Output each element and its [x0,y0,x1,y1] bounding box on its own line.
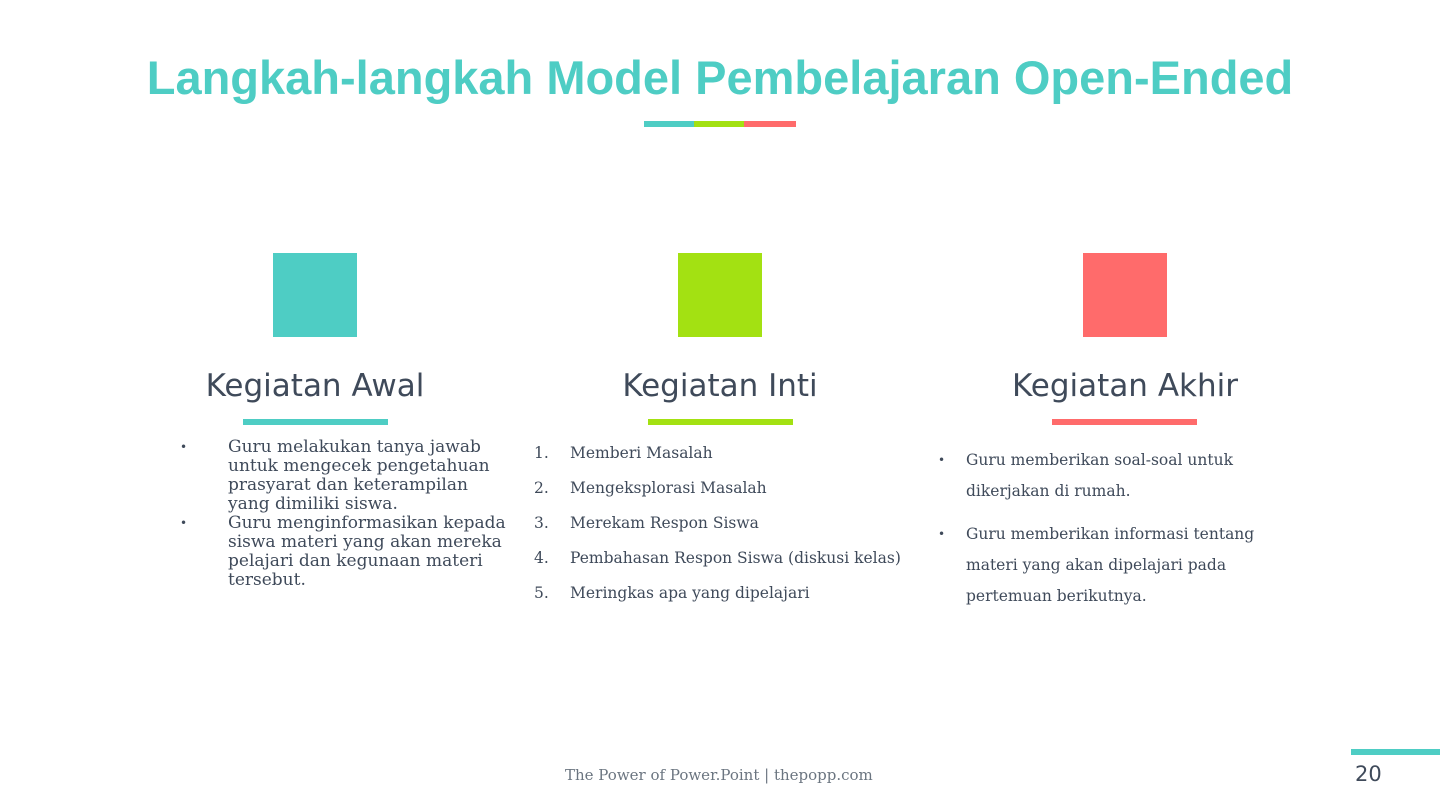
bullet: • [180,516,188,530]
bullet: • [938,527,946,541]
red-square-icon [1083,253,1167,337]
column-heading-inti: Kegiatan Inti [622,368,818,404]
column-underline-awal [243,419,388,425]
list-kegiatan-awal [180,438,510,590]
list-item-text: Mengeksplorasi Masalah [570,479,767,497]
column-heading-awal: Kegiatan Awal [205,368,425,404]
title-accent-red [744,121,796,127]
footer-credit: The Power of Power.Point | thepopp.com [565,766,873,784]
list-item-text: Guru menginformasikan kepada siswa materi yang akan mereka pelajari dan kegunaan materi tersebut. [228,513,506,590]
bullet: • [180,440,188,454]
page-number: 20 [1355,762,1382,786]
list-kegiatan-inti [534,442,901,617]
teal-square-icon [273,253,357,337]
item-number: 1. [534,444,549,462]
list-item [534,477,901,512]
item-number: 2. [534,479,549,497]
list-item [938,445,1278,507]
list-item [534,582,901,617]
item-number: 4. [534,549,549,567]
list-item [534,512,901,547]
list-item [938,519,1278,612]
column-heading-akhir: Kegiatan Akhir [1012,368,1238,404]
list-item-text: Meringkas apa yang dipelajari [570,584,810,602]
green-square-icon [678,253,762,337]
list-item [180,438,510,514]
list-item-text: Guru memberikan soal-soal untuk dikerjakan di rumah. [966,451,1233,500]
list-kegiatan-akhir [938,445,1278,624]
list-item-text: Guru melakukan tanya jawab untuk mengecek pengetahuan prasyarat dan keterampilan yang dimiliki siswa. [228,437,490,514]
column-underline-inti [648,419,793,425]
list-item-text: Guru memberikan informasi tentang materi yang akan dipelajari pada pertemuan berikutnya. [966,525,1255,605]
page-number-accent [1351,749,1440,755]
list-item-text: Merekam Respon Siswa [570,514,759,532]
item-number: 5. [534,584,549,602]
bullet: • [938,453,946,467]
list-item [534,547,901,582]
list-item [180,514,510,590]
slide-title: Langkah-langkah Model Pembelajaran Open-Ended [146,51,1294,104]
item-number: 3. [534,514,549,532]
column-underline-akhir [1052,419,1197,425]
list-item-text: Memberi Masalah [570,444,713,462]
list-item-text: Pembahasan Respon Siswa (diskusi kelas) [570,549,901,567]
title-accent-teal [644,121,694,127]
list-item [534,442,901,477]
title-accent-green [694,121,744,127]
